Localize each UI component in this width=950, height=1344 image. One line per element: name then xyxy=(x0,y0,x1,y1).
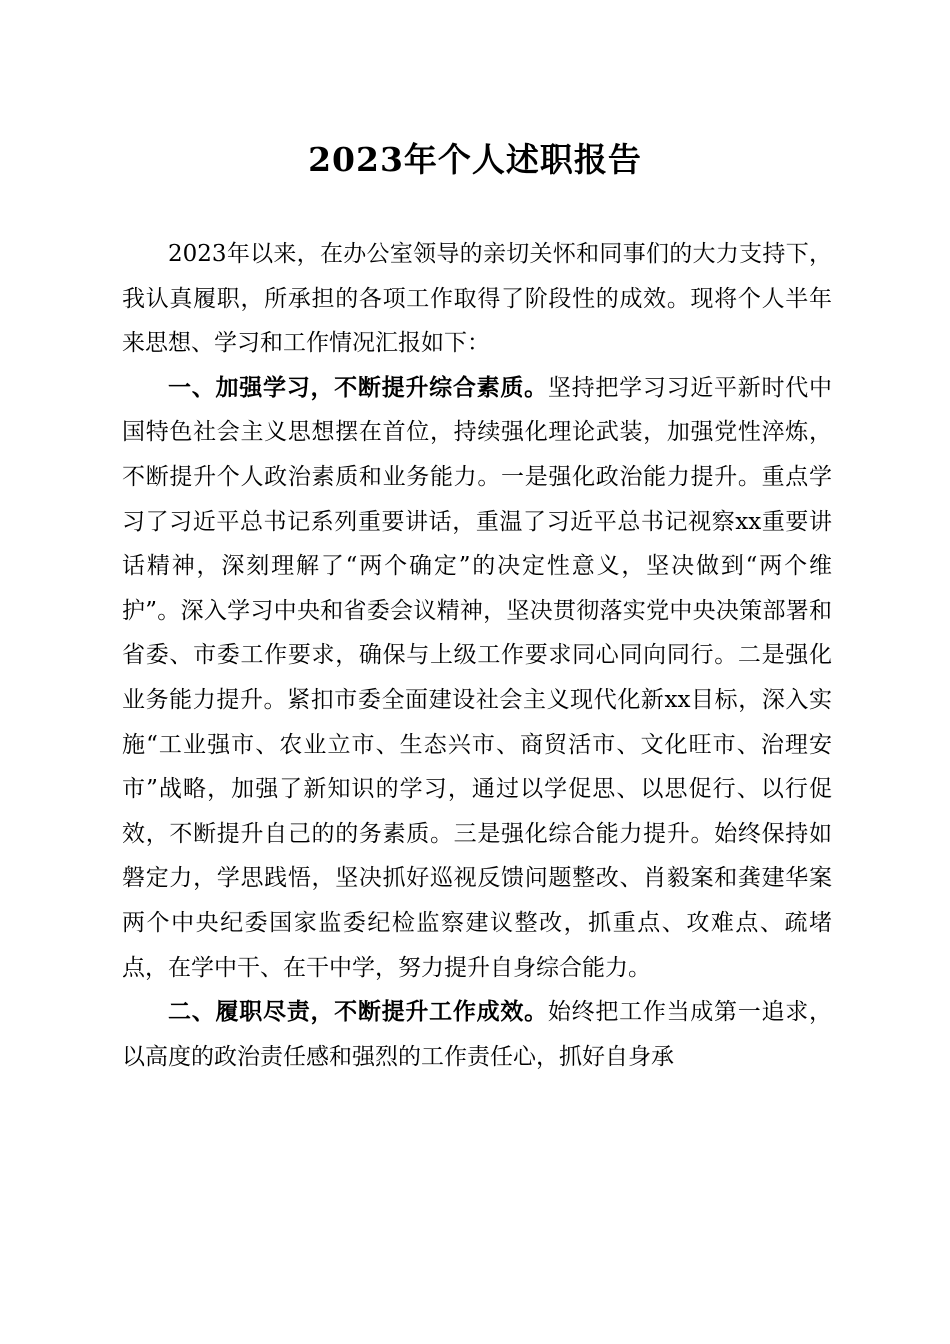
section-paragraph-1 xyxy=(122,366,832,990)
section-paragraph-2 xyxy=(122,990,832,1079)
section-text-2: 始终把工作当成第一追求，以高度的政治责任感和强烈的工作责任心，抓好自身承 xyxy=(122,999,833,1070)
intro-paragraph: 2023年以来，在办公室领导的亲切关怀和同事们的大力支持下，我认真履职，所承担的各项工作取得了阶段性的成效。现将个人半年来思想、学习和工作情况汇报如下： xyxy=(122,241,832,357)
section-heading-1: 一、加强学习，不断提升综合素质。 xyxy=(168,374,548,401)
section-text-1: 坚持把学习习近平新时代中国特色社会主义思想摆在首位，持续强化理论武装，加强党性淬炼，不断提升个人政治素质和业务能力。一是强化政治能力提升。重点学习了习近平总书记系列重要讲话，重温了习近平总书记视察xx重要讲话精神，深刻理解了“两个确定”的决定性意义，坚决做到“两个维护”。深入学习中央和省委会议精神，坚决贯彻落实党中央决策部署和省委、市委工作要求，确保与上级工作要求同心同向同行。二是强化业务能力提升。紧扣市委全面建设社会主义现代化新xx目标，深入实施“工业强市、农业立市、生态兴市、商贸活市、文化旺市、治理安市”战略，加强了新知识的学习，通过以学促思、以思促行、以行促效，不断提升自己的的务素质。三是强化综合能力提升。始终保持如磐定力，学思践悟，坚决抓好巡视反馈问题整改、肖毅案和龚建华案两个中央纪委国家监委纪检监察建议整改，抓重点、攻难点、疏堵点，在学中干、在干中学，努力提升自身综合能力。 xyxy=(122,374,833,981)
document-body xyxy=(122,232,832,1079)
section-heading-2: 二、履职尽责，不断提升工作成效。 xyxy=(168,999,548,1026)
document-title: 2023年个人述职报告 xyxy=(308,140,642,179)
